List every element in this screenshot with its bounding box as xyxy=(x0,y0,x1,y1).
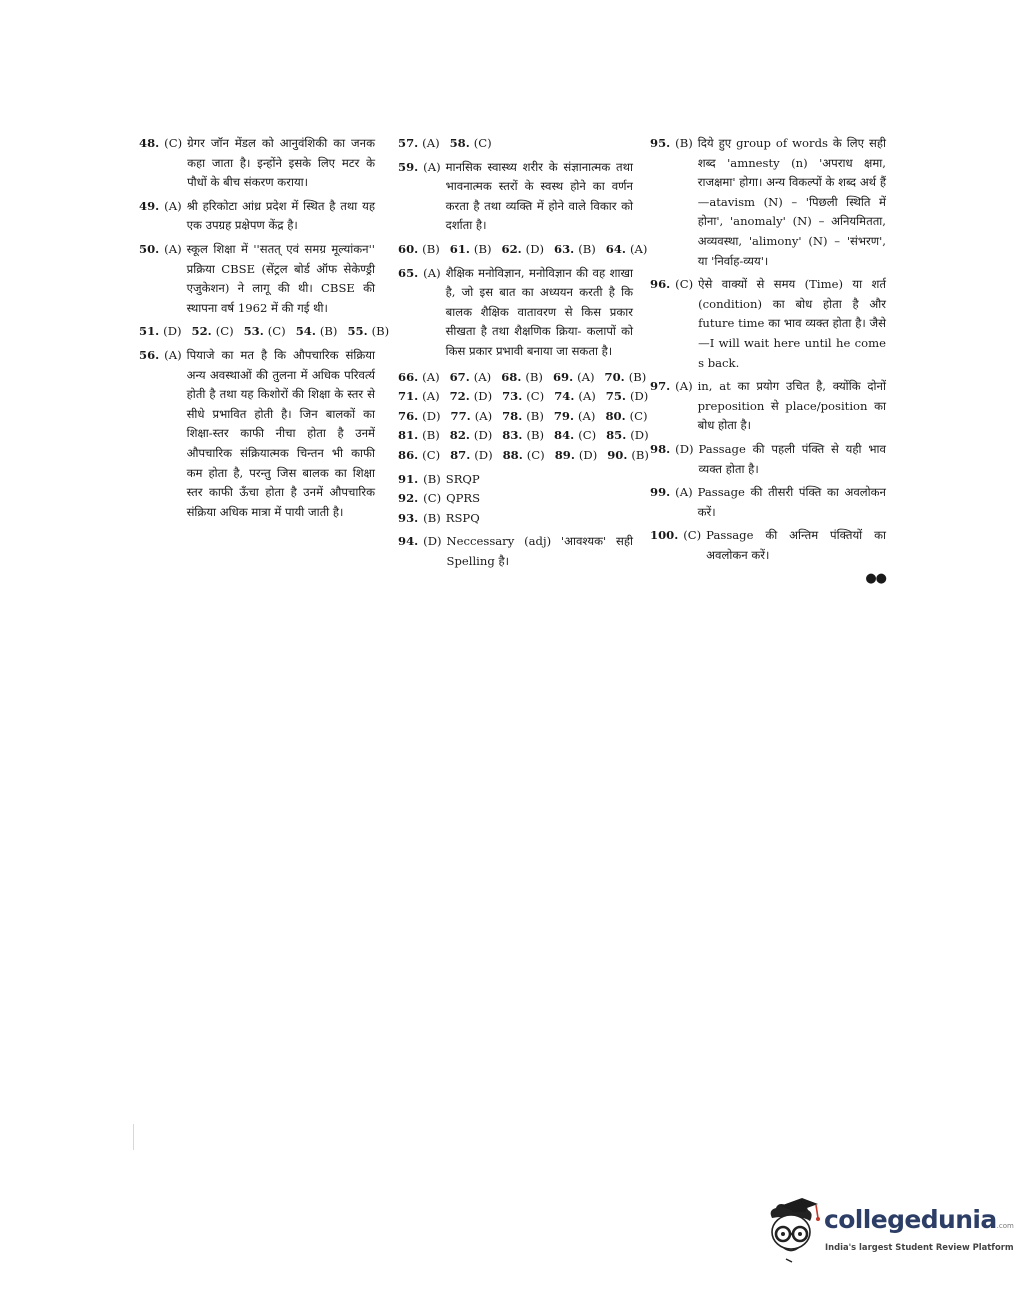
answer-option: (B) xyxy=(628,369,647,384)
answer-row-86-90 xyxy=(398,446,649,466)
answer-pair xyxy=(605,368,647,388)
answer-explanation: शैक्षिक मनोविज्ञान, मनोविज्ञान की वह शाखा है, जो इस बात का अध्ययन करती है कि बालक शैक्षिक वातावरण से किस प्रकार सीखता है तथा शैक्षणिक क्रिया- कलापों को किस प्रकार प्रभावी बनाया जा सकता है। xyxy=(445,265,633,358)
answer-pair xyxy=(451,407,493,427)
answer-option: (A) xyxy=(422,389,440,404)
question-number: 68. xyxy=(501,369,522,384)
answer-pair xyxy=(554,240,596,260)
answer-pair xyxy=(554,426,596,446)
question-number: 53. xyxy=(243,324,264,339)
brand-dotcom: .com xyxy=(996,1222,1014,1230)
answer-item-96 xyxy=(650,275,886,373)
question-number: 78. xyxy=(502,408,523,423)
question-number: 80. xyxy=(605,408,626,423)
answer-option: (A) xyxy=(577,369,595,384)
question-number: 77. xyxy=(450,408,471,423)
answer-option: (D) xyxy=(422,408,441,423)
answer-option: (C) xyxy=(164,136,183,150)
answer-pair xyxy=(607,446,649,466)
answer-item-93 xyxy=(398,509,633,529)
answer-pair xyxy=(192,322,234,342)
answer-option: (A) xyxy=(423,265,441,280)
answer-option: (A) xyxy=(473,369,492,384)
answer-option: (D) xyxy=(578,447,598,462)
answer-pair xyxy=(398,368,440,388)
question-number: 51. xyxy=(139,324,160,339)
question-number: 85. xyxy=(606,428,627,443)
answer-pair xyxy=(398,387,440,407)
answer-column-3 xyxy=(650,134,886,589)
answer-pair xyxy=(501,368,543,388)
question-number: 60. xyxy=(398,241,419,256)
question-number: 50. xyxy=(139,241,160,256)
question-number: 94. xyxy=(398,534,419,549)
answer-option: (C) xyxy=(578,428,597,443)
answer-option: (C) xyxy=(423,491,442,506)
answer-option: (A) xyxy=(164,198,182,213)
answer-item-99 xyxy=(650,483,886,522)
answer-explanation: Passage की अन्तिम पंक्तियों का अवलोकन करें। xyxy=(706,528,886,562)
answer-option: (C) xyxy=(526,447,545,462)
answer-option: (C) xyxy=(675,277,694,292)
brand-name xyxy=(824,1205,1014,1234)
answer-explanation: QPRS xyxy=(446,491,481,506)
question-number: 76. xyxy=(398,408,419,423)
answer-pair xyxy=(398,240,440,260)
question-number: 70. xyxy=(604,369,625,384)
question-number: 62. xyxy=(501,241,522,256)
margin-rule xyxy=(133,1124,134,1150)
mascot-graduation-cap-icon xyxy=(762,1196,822,1264)
answer-option: (B) xyxy=(526,428,545,443)
question-number: 59. xyxy=(398,159,419,174)
answer-item-100 xyxy=(650,526,886,565)
answer-row-76-80 xyxy=(398,407,648,427)
question-number: 66. xyxy=(398,369,419,384)
answer-item-49 xyxy=(139,197,375,236)
answer-explanation: स्कूल शिक्षा में ''सतत् एवं समग्र मूल्यांकन'' प्रक्रिया CBSE (सेंट्रल बोर्ड ऑफ सेकेण्ड्री एजुकेशन) ने लागू की थी। CBSE की स्थापना वर्ष 1962 में की गई थी। xyxy=(186,241,375,315)
answer-pair xyxy=(605,407,647,427)
answer-pair xyxy=(554,407,596,427)
question-number: 52. xyxy=(191,324,212,339)
answer-option: (D) xyxy=(474,447,493,462)
question-number: 64. xyxy=(605,241,626,256)
answer-pair xyxy=(450,240,492,260)
question-number: 49. xyxy=(139,198,160,213)
question-number: 95. xyxy=(650,136,671,150)
answer-option: (C) xyxy=(473,136,492,150)
answer-item-56 xyxy=(139,346,375,522)
answer-option: (C) xyxy=(267,324,286,339)
answer-row-57-58 xyxy=(398,134,633,154)
collegedunia-logo xyxy=(762,1196,1014,1264)
question-number: 63. xyxy=(554,241,575,256)
question-number: 99. xyxy=(650,485,671,500)
answer-explanation: SRQP xyxy=(445,471,480,486)
question-number: 69. xyxy=(552,369,574,384)
answer-item-94 xyxy=(398,532,633,571)
answer-pair xyxy=(502,240,545,260)
answer-pair xyxy=(139,322,182,342)
answer-pair xyxy=(502,387,544,407)
answer-option: (A) xyxy=(675,379,693,394)
answer-option: (D) xyxy=(629,389,649,404)
answer-item-59 xyxy=(398,158,633,236)
answer-explanation: ऐसे वाक्यों से समय (Time) या शर्त (condition) का बोध होता है और future time का भाव व्यक्त होता है। जैसे—I will wait here until he come s back. xyxy=(698,277,886,370)
answer-explanation: पियाजे का मत है कि औपचारिक संक्रिया अन्य अवस्थाओं की तुलना में अधिक परिवर्त्य होती है तथा यह किशोरों की शिक्षा के स्तर से सीधे प्रभावित होती है। जिन बालकों का शिक्षा-स्तर काफी नीचा होता है उनमें औपचारिक संक्रियात्मक चिन्तन भी काफी कम होता है, परन्तु जिस बालक का शिक्षा स्तर काफी ऊँचा होता है उनमें औपचारिक संक्रिया अधिक मात्रा में पायी जाती है। xyxy=(186,347,375,519)
answer-explanation: Neccessary (adj) 'आवश्यक' सही Spelling है। xyxy=(446,534,633,568)
answer-column-1 xyxy=(139,134,390,526)
question-number: 61. xyxy=(449,241,470,256)
answer-pair xyxy=(296,322,338,342)
question-number: 58. xyxy=(449,136,470,150)
answer-explanation: Passage की पहली पंक्ति से यही भाव व्यक्त होता है। xyxy=(698,441,886,476)
question-number: 91. xyxy=(398,471,419,486)
answer-option: (A) xyxy=(422,136,440,150)
answer-option: (D) xyxy=(163,324,182,339)
answer-item-91 xyxy=(398,470,633,490)
answer-pair xyxy=(554,387,596,407)
question-number: 65. xyxy=(398,265,419,280)
answer-option: (C) xyxy=(526,389,545,404)
answer-option: (B) xyxy=(422,428,440,443)
answer-option: (B) xyxy=(422,241,440,256)
answer-item-65 xyxy=(398,264,633,362)
answer-explanation: दिये हुए group of words के लिए सही शब्द 'amnesty (n) 'अपराध क्षमा, राजक्षमा' होगा। अन्य विकल्पों के शब्द अर्थ हैं—atavism (N) – 'पिछली स्थिति में होना', 'anomaly' (N) – अनियमितता, अव्यवस्था, 'alimony' (N) – 'संभरण', या 'निर्वाह-व्यय'। xyxy=(697,136,886,268)
answer-pair xyxy=(398,426,440,446)
question-number: 96. xyxy=(650,277,671,292)
answer-row-66-70 xyxy=(398,368,647,388)
question-number: 79. xyxy=(553,408,575,423)
answer-option: (A) xyxy=(422,369,440,384)
answer-explanation: Passage की तीसरी पंक्ति का अवलोकन करें। xyxy=(697,485,886,519)
answer-option: (A) xyxy=(578,389,596,404)
answer-item-98 xyxy=(650,440,886,479)
answer-pair xyxy=(450,426,493,446)
question-number: 97. xyxy=(650,379,671,394)
answer-option: (D) xyxy=(473,389,493,404)
answer-pair xyxy=(398,446,440,466)
answer-option: (B) xyxy=(578,241,596,256)
question-number: 82. xyxy=(449,428,470,443)
answer-pair xyxy=(553,368,595,388)
answer-option: (C) xyxy=(629,408,648,423)
answer-explanation: RSPQ xyxy=(445,510,480,525)
question-number: 74. xyxy=(554,389,575,404)
answer-row-51-55 xyxy=(139,322,390,342)
answer-option: (D) xyxy=(525,241,545,256)
answer-option: (B) xyxy=(526,408,544,423)
answer-option: (C) xyxy=(422,447,441,462)
answer-option: (D) xyxy=(630,428,649,443)
answer-explanation: ग्रेगर जॉन मेंडल को आनुवंशिकी का जनक कहा जाता है। इन्होंने इसके लिए मटर के पौधों के बीच संकरण कराया। xyxy=(187,136,375,190)
answer-option: (B) xyxy=(675,136,693,150)
answer-item-50 xyxy=(139,240,375,318)
answer-pair xyxy=(606,240,648,260)
brand-text: collegedunia xyxy=(824,1205,997,1234)
answer-item-95 xyxy=(650,134,886,271)
answer-pair xyxy=(502,426,544,446)
answer-option: (C) xyxy=(683,528,702,543)
answer-option: (B) xyxy=(473,241,492,256)
question-number: 86. xyxy=(398,447,419,462)
question-number: 83. xyxy=(502,428,523,443)
question-number: 92. xyxy=(398,491,419,506)
answer-pair xyxy=(450,387,493,407)
answer-explanation: श्री हरिकोटा आंध्र प्रदेश में स्थित है तथा यह एक उपग्रह प्रक्षेपण केंद्र है। xyxy=(186,198,375,233)
answer-pair xyxy=(450,368,492,388)
question-number: 84. xyxy=(554,428,575,443)
question-number: 88. xyxy=(502,447,523,462)
question-number: 100. xyxy=(650,528,679,543)
question-number: 57. xyxy=(398,136,419,150)
question-number: 89. xyxy=(554,447,575,462)
answer-option: (C) xyxy=(215,324,234,339)
answer-option: (A) xyxy=(675,485,693,500)
answer-option: (B) xyxy=(423,471,441,486)
question-number: 56. xyxy=(139,347,160,362)
answer-explanation: मानसिक स्वास्थ्य शरीर के संज्ञानात्मक तथा भावनात्मक स्तरों के स्वस्थ होने का वर्णन करता है तथा व्यक्ति में होने वाले विकार को दर्शाता है। xyxy=(445,159,633,233)
answer-pair xyxy=(606,426,649,446)
answer-pair xyxy=(450,134,492,154)
answer-option: (D) xyxy=(675,441,694,456)
question-number: 48. xyxy=(139,136,160,150)
answer-item-48 xyxy=(139,134,375,193)
answer-option: (D) xyxy=(473,428,493,443)
answer-option: (A) xyxy=(474,408,493,423)
answer-option: (A) xyxy=(164,347,182,362)
question-number: 93. xyxy=(398,510,419,525)
answer-pair xyxy=(398,407,441,427)
answer-pair xyxy=(244,322,286,342)
answer-pair xyxy=(398,134,440,154)
answer-option: (A) xyxy=(578,408,596,423)
question-number: 67. xyxy=(449,369,470,384)
answer-option: (A) xyxy=(423,159,441,174)
question-number: 98. xyxy=(650,441,671,456)
answer-grid-66-90 xyxy=(398,368,649,466)
question-number: 71. xyxy=(398,389,419,404)
answer-row-60-64 xyxy=(398,240,648,260)
question-number: 55. xyxy=(347,324,368,339)
answer-option: (D) xyxy=(423,534,442,549)
brand-tagline: India's largest Student Review Platform xyxy=(825,1242,1014,1252)
answer-explanation: in, at का प्रयोग उचित है, क्योंकि दोनों preposition से place/position का बोध होता है। xyxy=(697,379,886,433)
answer-item-92 xyxy=(398,489,633,509)
answer-pair xyxy=(606,387,649,407)
end-of-section-mark: ●● xyxy=(865,571,886,587)
answer-option: (A) xyxy=(164,241,182,256)
answer-option: (B) xyxy=(525,369,543,384)
answer-item-97 xyxy=(650,377,886,436)
question-number: 75. xyxy=(605,389,626,404)
question-number: 87. xyxy=(450,447,471,462)
answer-pair xyxy=(502,407,544,427)
answer-option: (B) xyxy=(631,447,649,462)
answer-option: (B) xyxy=(371,324,390,339)
answer-row-71-75 xyxy=(398,387,649,407)
answer-pair xyxy=(555,446,598,466)
answer-column-2 xyxy=(398,134,649,575)
answer-pair xyxy=(503,446,545,466)
answer-pair xyxy=(450,446,493,466)
answer-pair xyxy=(347,322,389,342)
question-number: 72. xyxy=(449,389,470,404)
answer-option: (B) xyxy=(423,510,441,525)
answer-row-81-85 xyxy=(398,426,649,446)
answer-option: (B) xyxy=(319,324,338,339)
answer-option: (A) xyxy=(629,241,648,256)
question-number: 90. xyxy=(607,447,628,462)
question-number: 54. xyxy=(295,324,316,339)
question-number: 73. xyxy=(502,389,523,404)
question-number: 81. xyxy=(398,428,419,443)
